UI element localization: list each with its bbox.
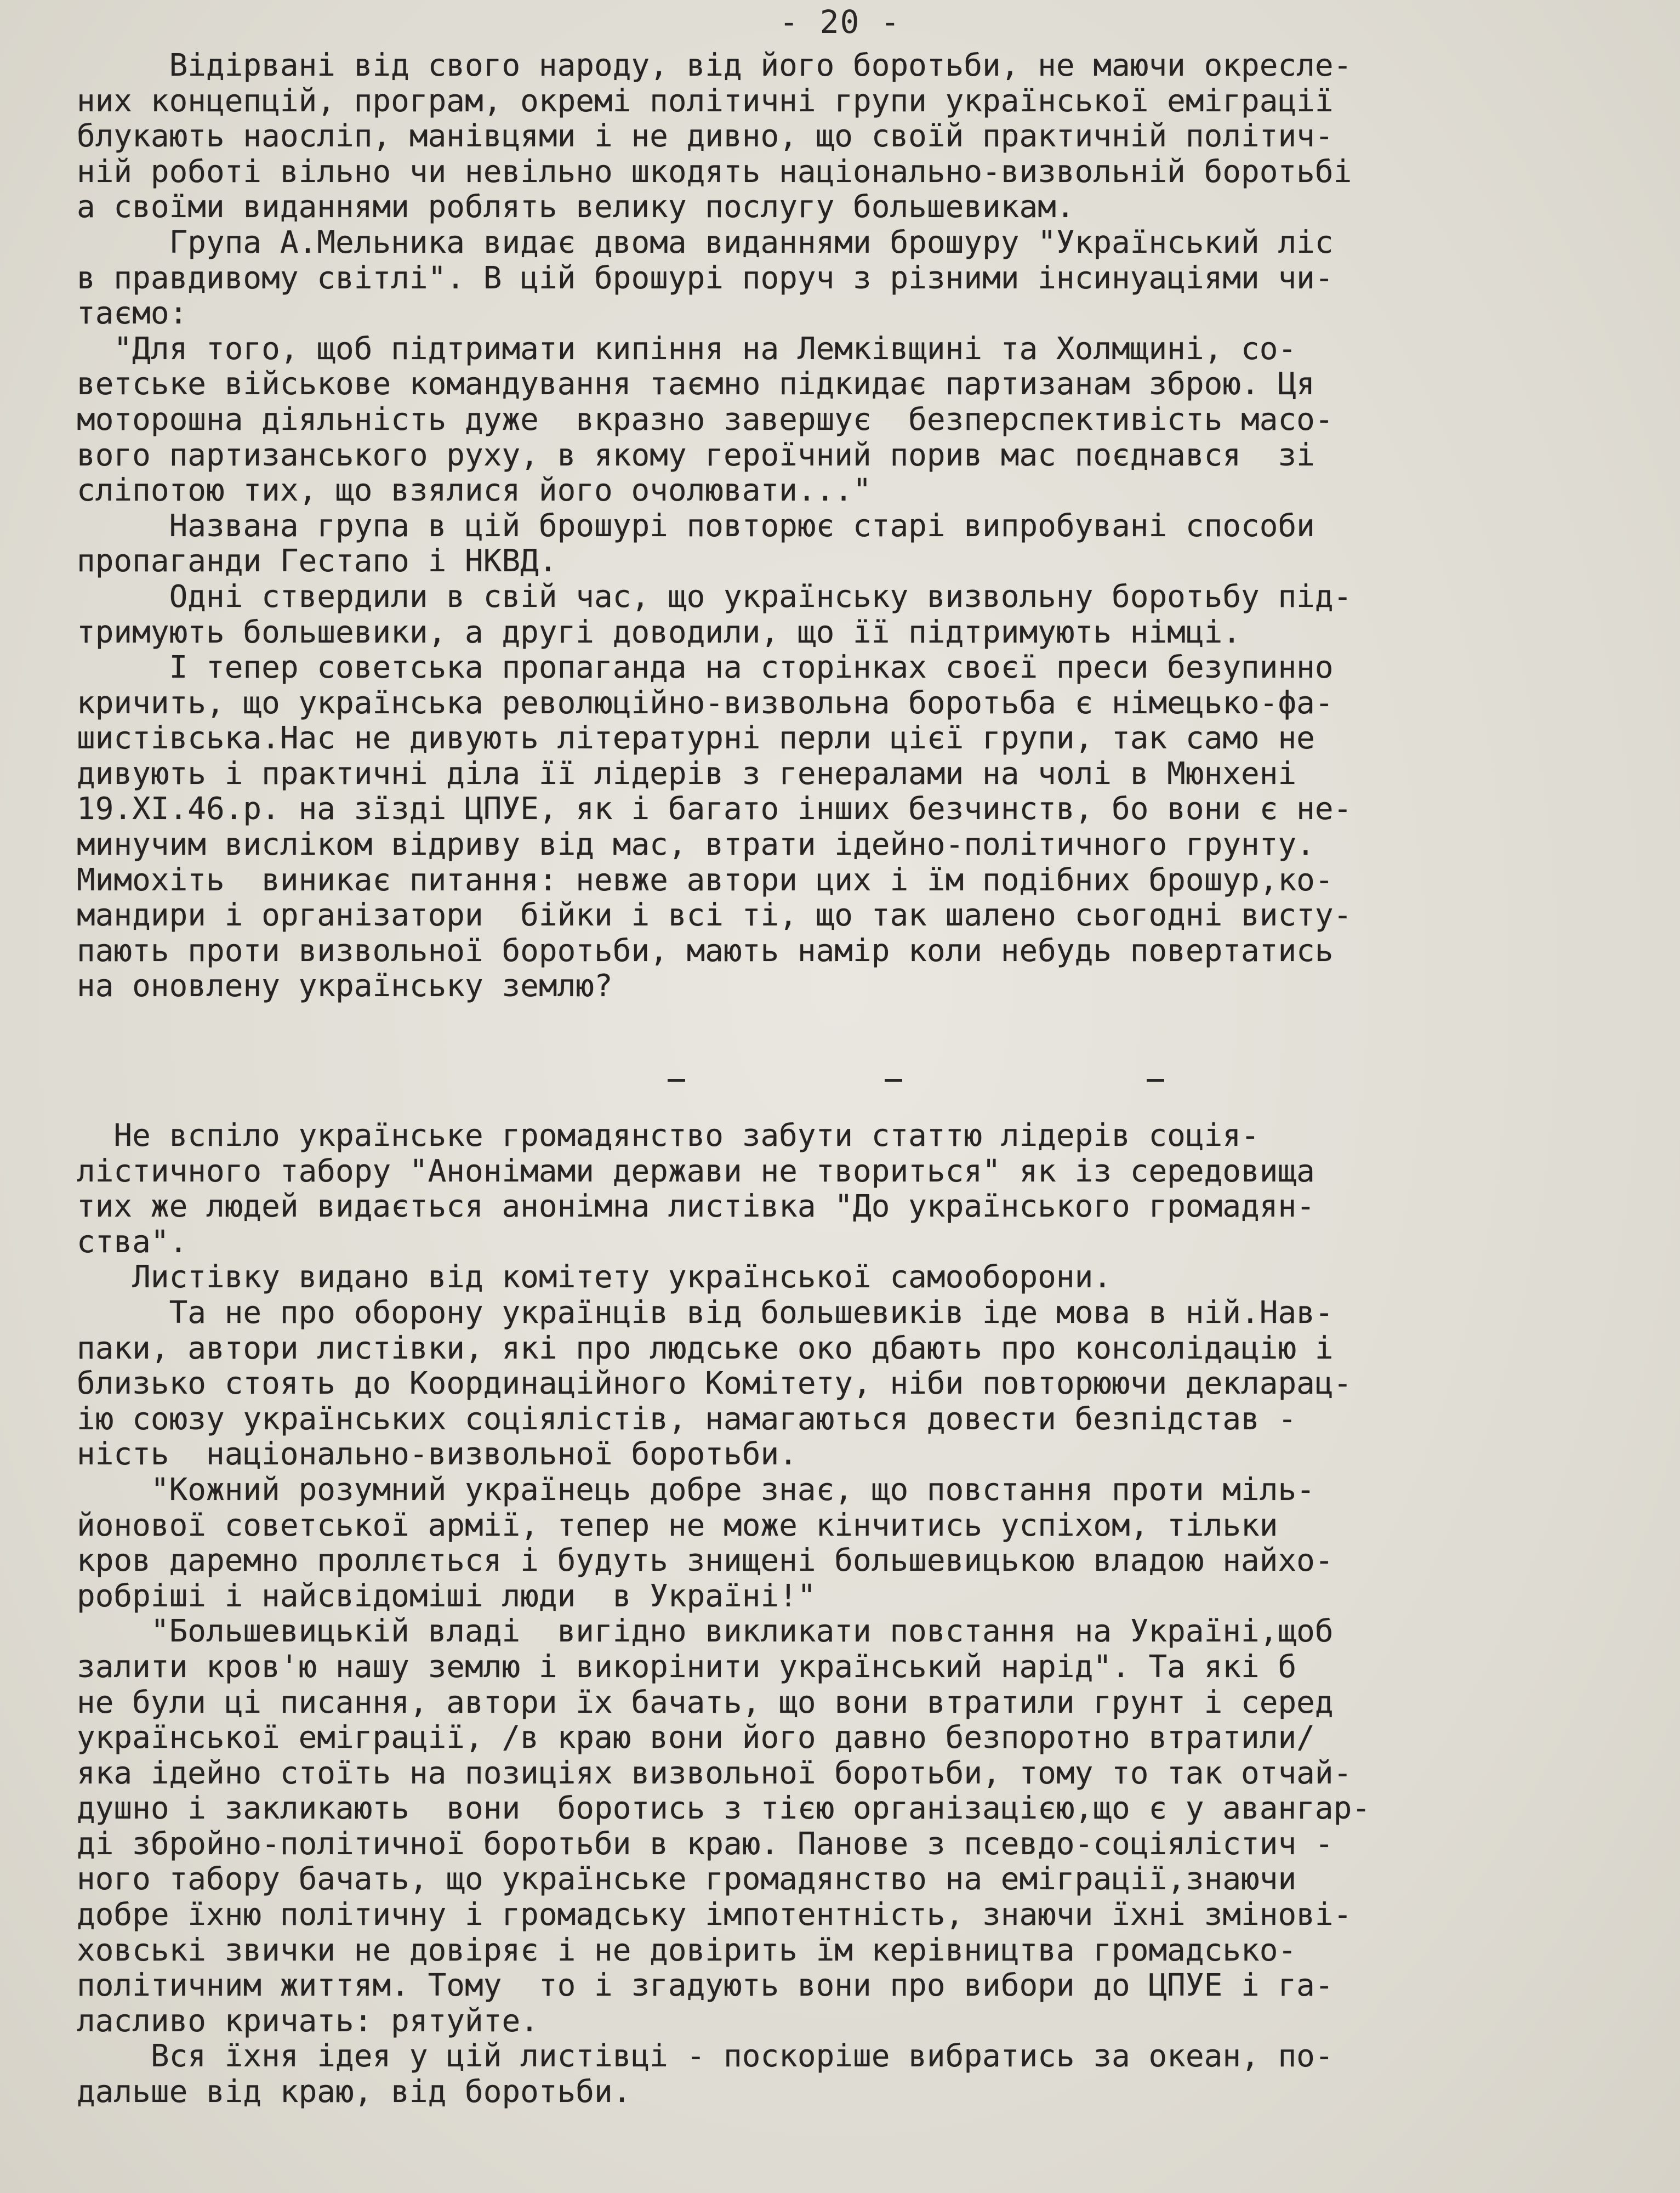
text-line: тих же людей видається анонімна листівка "До українського громадян- — [77, 1189, 1315, 1225]
text-line: ію союзу українських соціялістів, намагаються довести безпідстав - — [77, 1401, 1297, 1437]
text-line: залити кров'ю нашу землю і викорінити український нарід". Та які б — [77, 1649, 1297, 1685]
text-line: лістичного табору "Анонімами держави не твориться" як із середовища — [77, 1153, 1315, 1189]
separator-dash — [1147, 1079, 1164, 1082]
text-line: Відірвані від свого народу, від його боротьби, не маючи окресле- — [77, 48, 1352, 83]
text-line: ховські звички не довіряє і не довірить їм керівництва громадсько- — [77, 1932, 1297, 1968]
text-line: не були ці писання, автори їх бачать, що вони втратили грунт і серед — [77, 1684, 1334, 1720]
text-line: вого партизанського руху, в якому героїчний порив мас поєднався зі — [77, 437, 1315, 473]
text-line: а своїми виданнями роблять велику послугу большевикам. — [77, 189, 1075, 225]
text-line: них концепцій, програм, окремі політичні групи української еміграції — [77, 83, 1334, 119]
text-line: тримують большевики, а другі доводили, що її підтримують німці. — [77, 614, 1242, 650]
text-line: Мимохіть виникає питання: невже автори цих і їм подібних брошур,ко- — [77, 862, 1334, 898]
document-text-before — [77, 48, 1579, 1004]
text-line: дивують і практичні діла її лідерів з генералами на чолі в Мюнхені — [77, 755, 1297, 792]
text-line: політичним життям. Тому то і згадують вони про вибори до ЦПУЕ і га- — [77, 1968, 1334, 2004]
text-line: яка ідейно стоїть на позиціях визвольної боротьби, тому то так отчай- — [77, 1755, 1352, 1791]
text-line: таємо: — [77, 296, 188, 332]
page-number: - 20 - — [779, 3, 901, 41]
text-line: шистівська.Нас не дивують літературні перли цієї групи, так само не — [77, 720, 1315, 757]
text-line: Листівку видано від комітету української самооборони. — [77, 1259, 1112, 1296]
text-line: Та не про оборону українців від большевиків іде мова в ній.Нав- — [77, 1294, 1334, 1331]
text-line: сліпотою тих, що взялися його очолювати..." — [77, 473, 872, 509]
text-line: ветське військове командування таємно підкидає партизанам зброю. Ця — [77, 366, 1315, 402]
text-line: мандири і організатори бійки і всі ті, що так шалено сьогодні висту- — [77, 897, 1352, 934]
text-line: кров даремно проллється і будуть знищені большевицькою владою найхо- — [77, 1543, 1334, 1579]
section-separator — [0, 1079, 1680, 1090]
text-line: блукають наосліп, манівцями і не дивно, що своїй практичній політич- — [77, 118, 1334, 155]
text-line: ність національно-визвольної боротьби. — [77, 1436, 798, 1473]
text-line: минучим висліком відриву від мас, втрати ідейно-політичного грунту. — [77, 827, 1315, 863]
text-line: дальше від краю, від боротьби. — [77, 2074, 631, 2110]
text-line: ній роботі вільно чи невільно шкодять національно-визвольній боротьбі — [77, 154, 1352, 190]
text-line: пають проти визвольної боротьби, мають намір коли небудь повертатись — [77, 933, 1334, 969]
text-line: української еміграції, /в краю вони його давно безпоротно втратили/ — [77, 1720, 1315, 1756]
text-line: "Для того, щоб підтримати кипіння на Лемківщині та Холмщині, со- — [77, 331, 1297, 367]
text-line: І тепер советська пропаганда на сторінках своєї преси безупинно — [77, 650, 1334, 686]
text-line: робріші і найсвідоміші люди в Україні!" — [77, 1578, 816, 1614]
text-line: в правдивому світлі". В цій брошурі поруч з різними інсинуаціями чи- — [77, 260, 1334, 296]
text-line: 19.XI.46.р. на зїзді ЦПУЕ, як і багато інших безчинств, бо вони є не- — [77, 791, 1352, 827]
text-line: ства". — [77, 1224, 188, 1260]
text-line: кричить, що українська революційно-визвольна боротьба є німецько-фа- — [77, 685, 1334, 721]
text-line: близько стоять до Координаційного Комітету, ніби повторюючи декларац- — [77, 1366, 1352, 1402]
text-line: Група А.Мельника видає двома виданнями брошуру "Український ліс — [77, 224, 1334, 260]
text-line: Названа група в цій брошурі повторює старі випробувані способи — [77, 508, 1315, 544]
text-line: "Большевицькій владі вигідно викликати повстання на Україні,щоб — [77, 1613, 1334, 1650]
text-line: ласливо кричать: рятуйте. — [77, 2003, 539, 2039]
text-line: ного табору бачать, що українське громадянство на еміграції,знаючи — [77, 1861, 1297, 1897]
text-line: Не вспіло українське громадянство забути статтю лідерів соція- — [77, 1118, 1260, 1154]
text-line: йонової советської армії, тепер не може кінчитись успіхом, тільки — [77, 1507, 1278, 1543]
text-line: моторошна діяльність дуже вкразно завершує безперспективість масо- — [77, 401, 1334, 438]
text-line: душно і закликають вони боротись з тією організацією,що є у авангар- — [77, 1791, 1371, 1827]
text-line: пропаганди Гестапо і НКВД. — [77, 543, 557, 580]
text-line: паки, автори листівки, які про людське око дбають про консолідацію і — [77, 1330, 1334, 1366]
text-line: на оновлену українську землю? — [77, 968, 613, 1004]
text-line: Вся їхня ідея у цій листівці - поскоріше вибратись за океан, по- — [77, 2038, 1334, 2075]
separator-dash — [668, 1079, 685, 1082]
text-line: "Кожний розумний українець добре знає, що повстання проти міль- — [77, 1472, 1315, 1508]
document-text-after — [77, 1118, 1579, 2110]
separator-dash — [885, 1079, 902, 1082]
text-line: добре їхню політичну і громадську імпотентність, знаючи їхні змінові- — [77, 1897, 1352, 1933]
text-line: Одні ствердили в свій час, що українську визвольну боротьбу під- — [77, 578, 1352, 615]
text-line: ді збройно-політичної боротьби в краю. Панове з псевдо-соціялістич - — [77, 1826, 1334, 1862]
